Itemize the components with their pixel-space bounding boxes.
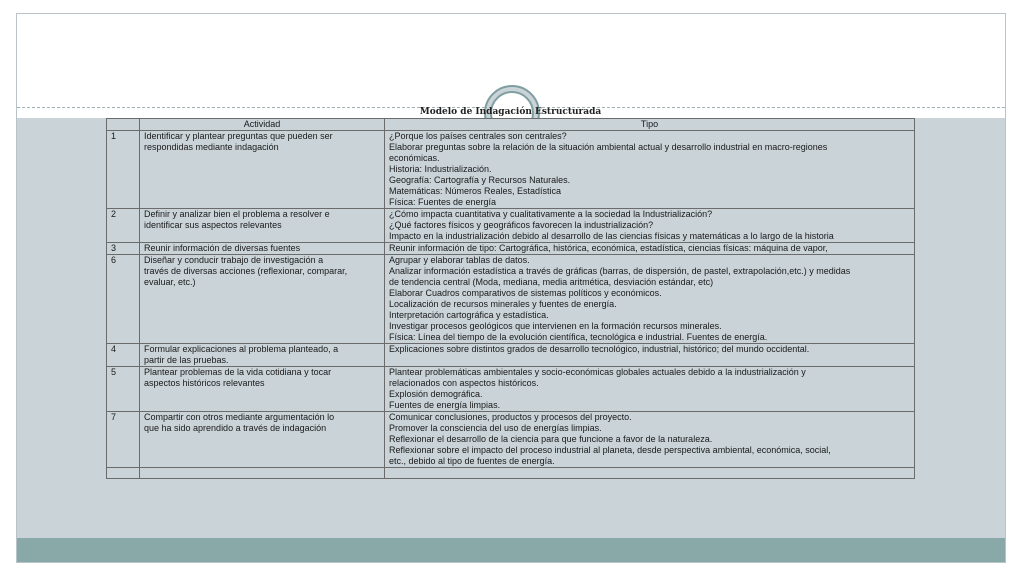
actividad-text: Identificar y plantear preguntas que pueden ser [144,131,333,141]
empty-cell [385,468,915,479]
empty-cell [107,468,140,479]
header-actividad: Actividad [140,119,385,131]
header-num [107,119,140,131]
table-row [107,412,915,468]
actividad-text: Diseñar y conducir trabajo de investigación a [144,255,324,265]
tipo-text: Explosión demográfica. [389,389,483,399]
tipo-text: ¿Porque los países centrales son centrales? [389,131,567,141]
tipo-cell [385,209,915,243]
actividad-text: evaluar, etc.) [144,277,196,287]
table-row [107,131,915,209]
row-number: 2 [107,209,140,243]
actividad-text: que ha sido aprendido a través de indagación [144,423,327,433]
actividad-cell [140,131,385,209]
tipo-text: Localización de recursos minerales y fuentes de energía. [389,299,617,309]
table-row [107,209,915,243]
actividad-cell [140,209,385,243]
tipo-text: ¿Cómo impacta cuantitativa y cualitativamente a la sociedad la Industrialización? [389,209,713,219]
tipo-cell [385,255,915,344]
row-number: 7 [107,412,140,468]
tipo-text: etc., debido al tipo de fuentes de energía. [389,456,555,466]
actividad-text: Compartir con otros mediante argumentación lo [144,412,335,422]
actividad-cell [140,344,385,367]
actividad-text: identificar sus aspectos relevantes [144,220,282,230]
tipo-text: Plantear problemáticas ambientales y socio-económicas globales actuales debido a la industrialización y [389,367,806,377]
tipo-text: Reflexionar el desarrollo de la ciencia para que funcione a favor de la naturaleza. [389,434,713,444]
actividad-text: Formular explicaciones al problema planteado, a [144,344,339,354]
table-row [107,367,915,412]
tipo-text: Física: Línea del tiempo de la evolución científica, tecnológica e industrial. Fuentes de energía. [389,332,768,342]
tipo-text: de tendencia central (Moda, mediana, media aritmética, desviación estándar, etc) [389,277,714,287]
tipo-text: Interpretación cartográfica y estadística. [389,310,549,320]
tipo-text: Promover la consciencia del uso de energías limpias. [389,423,602,433]
slide-bottom-band [17,538,1005,562]
tipo-text: Explicaciones sobre distintos grados de desarrollo tecnológico, industrial, histórico; del mundo occidental. [389,344,810,354]
tipo-text: Matemáticas: Números Reales, Estadística [389,186,562,196]
tipo-text: Investigar procesos geológicos que intervienen en la formación recursos minerales. [389,321,722,331]
table-empty-row [107,468,915,479]
tipo-cell [385,243,915,255]
table-row [107,243,915,255]
table-row [107,255,915,344]
tipo-cell [385,412,915,468]
actividad-cell [140,412,385,468]
actividad-text: Reunir información de diversas fuentes [144,243,301,253]
actividad-text: través de diversas acciones (reflexionar, comparar, [144,266,348,276]
tipo-text: económicas. [389,153,440,163]
tipo-text: Agrupar y elaborar tablas de datos. [389,255,530,265]
tipo-cell [385,131,915,209]
tipo-text: Analizar información estadística a través de gráficas (barras, de dispersión, de pastel, extrapolación,etc.) y medidas [389,266,851,276]
row-number: 6 [107,255,140,344]
table-header-row [107,119,915,131]
row-number: 3 [107,243,140,255]
tipo-text: Reflexionar sobre el impacto del proceso industrial al planeta, desde perspectiva ambiental, económica, social, [389,445,831,455]
tipo-text: Elaborar preguntas sobre la relación de la situación ambiental actual y desarrollo industrial en macro-regiones [389,142,828,152]
actividad-cell [140,243,385,255]
actividad-cell [140,255,385,344]
actividad-cell [140,367,385,412]
indagacion-table [106,118,915,479]
tipo-text: Historia: Industrialización. [389,164,492,174]
header-tipo: Tipo [385,119,915,131]
tipo-cell [385,367,915,412]
tipo-text: Física: Fuentes de energía [389,197,497,207]
row-number: 4 [107,344,140,367]
tipo-text: Fuentes de energía limpias. [389,400,501,410]
row-number: 1 [107,131,140,209]
tipo-cell [385,344,915,367]
actividad-text: respondidas mediante indagación [144,142,279,152]
actividad-text: aspectos históricos relevantes [144,378,265,388]
actividad-text: Definir y analizar bien el problema a resolver e [144,209,330,219]
actividad-text: Plantear problemas de la vida cotidiana y tocar [144,367,332,377]
row-number: 5 [107,367,140,412]
actividad-text: partir de las pruebas. [144,355,229,365]
tipo-text: Comunicar conclusiones, productos y procesos del proyecto. [389,412,632,422]
tipo-text: Reunir información de tipo: Cartográfica, histórica, económica, estadística, ciencias físicas: máquina de vapor, [389,243,828,253]
table-title: Modelo de Indagación Estructurada [419,107,602,117]
tipo-text: ¿Qué factores físicos y geográficos favorecen la industrialización? [389,220,654,230]
tipo-text: Geografía: Cartografía y Recursos Naturales. [389,175,571,185]
table-row [107,344,915,367]
tipo-text: relacionados con aspectos históricos. [389,378,539,388]
tipo-text: Elaborar Cuadros comparativos de sistemas políticos y económicos. [389,288,662,298]
empty-cell [140,468,385,479]
tipo-text: Impacto en la industrialización debido al desarrollo de las ciencias físicas y matemáticas a lo largo de la historia [389,231,834,241]
